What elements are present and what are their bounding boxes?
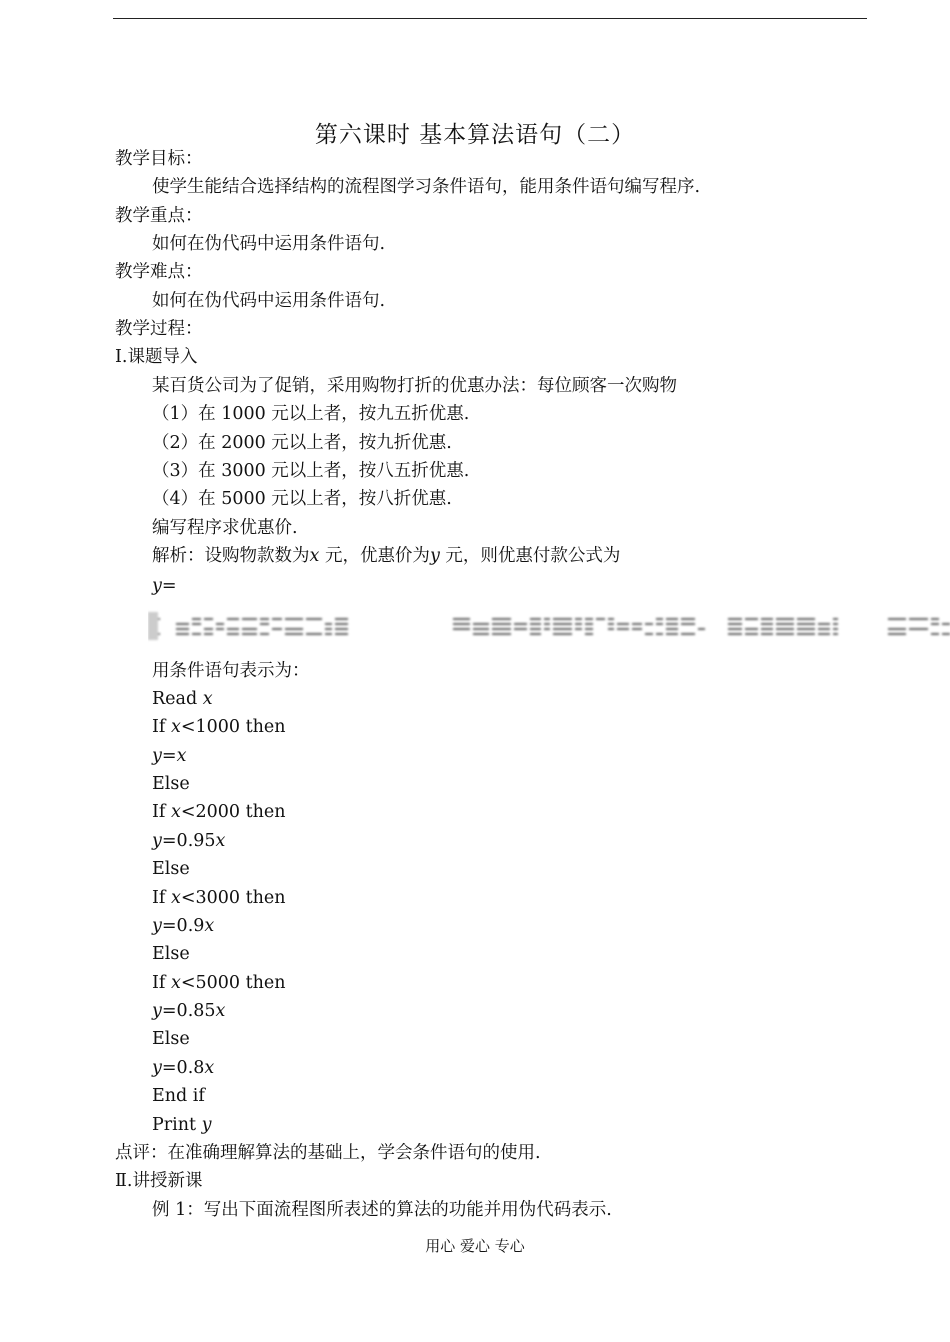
analysis-text: 解析：设购物款数为x 元，优惠价为y 元，则优惠付款公式为 [152,546,621,566]
code-line: End if [152,1086,205,1106]
page-title: 第六课时 基本算法语句（二） [314,122,636,148]
rule-item: （1）在 1000 元以上者，按九五折优惠. [152,404,470,424]
code-line: If x<2000 then [152,802,286,822]
code-line: Else [152,944,190,964]
code-line: Read x [152,689,213,709]
code-line: y=0.9x [152,916,215,936]
comment-text: 点评：在准确理解算法的基础上，学会条件语句的使用. [115,1143,541,1163]
code-line: y=0.85x [152,1001,226,1021]
code-line: y=0.8x [152,1058,215,1078]
code-line: If x<3000 then [152,888,286,908]
page-footer: 用心 爱心 专心 [425,1237,525,1255]
code-line: Print y [152,1115,212,1135]
formula-lhs: y= [152,576,177,596]
section-heading-2: Ⅱ.讲授新课 [115,1171,203,1191]
section-heading-1: Ⅰ.课题导入 [115,347,198,367]
goal-text: 使学生能结合选择结构的流程图学习条件语句，能用条件语句编写程序. [152,177,701,197]
code-line: y=0.95x [152,831,226,851]
key-text: 如何在伪代码中运用条件语句. [152,234,386,254]
code-line: Else [152,774,190,794]
difficult-text: 如何在伪代码中运用条件语句. [152,291,386,311]
header-rule [113,18,867,19]
code-line: If x<5000 then [152,973,286,993]
intro-text: 某百货公司为了促销，采用购物打折的优惠办法：每位顾客一次购物 [152,376,677,396]
code-line: y=x [152,746,187,766]
condition-intro: 用条件语句表示为： [152,661,310,681]
process-label: 教学过程： [115,319,203,339]
difficult-label: 教学难点： [115,262,203,282]
example-1-text: 例 1：写出下面流程图所表述的算法的功能并用伪代码表示. [152,1200,612,1220]
rule-item: （3）在 3000 元以上者，按八五折优惠. [152,461,470,481]
blurred-formula-image [148,606,950,646]
code-line: Else [152,859,190,879]
code-line: If x<1000 then [152,717,286,737]
rule-item: （2）在 2000 元以上者，按九折优惠. [152,433,452,453]
rule-item: （4）在 5000 元以上者，按八折优惠. [152,489,452,509]
key-label: 教学重点： [115,206,203,226]
task-text: 编写程序求优惠价. [152,518,298,538]
code-line: Else [152,1029,190,1049]
goal-label: 教学目标： [115,149,203,169]
